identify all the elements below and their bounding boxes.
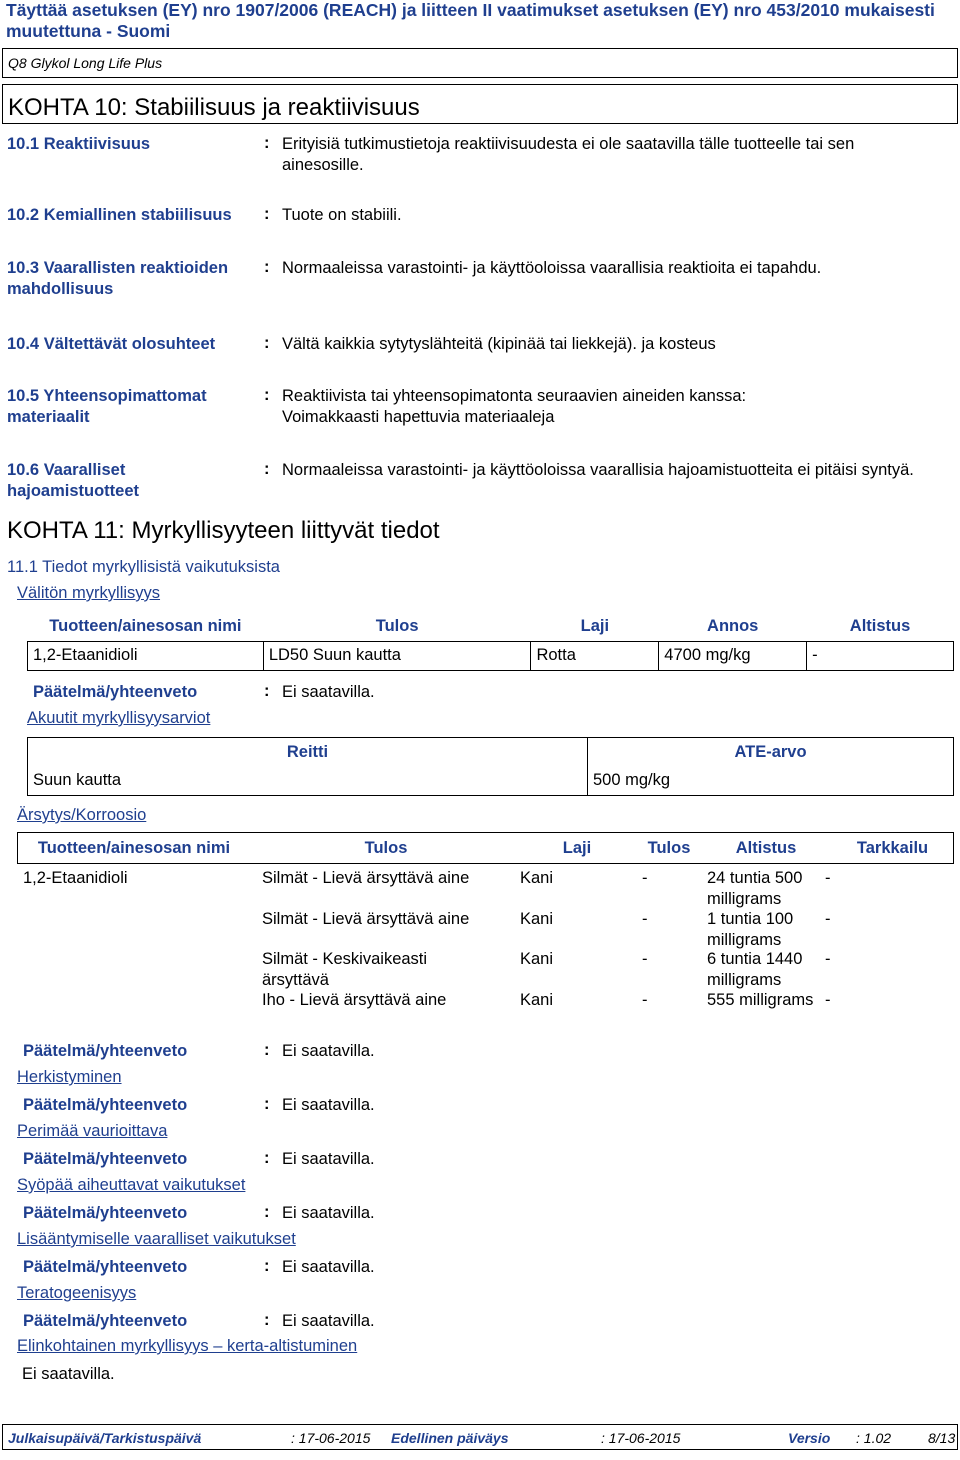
colon: : xyxy=(264,1257,270,1275)
colon: : xyxy=(264,1041,270,1059)
item-10-1-label: 10.1 Reaktiivisuus xyxy=(7,135,151,153)
table-cell: - xyxy=(642,950,648,968)
table-cell: LD50 Suun kautta xyxy=(263,641,531,670)
conclusion-text: Ei saatavilla. xyxy=(282,1042,375,1060)
acute-toxicity-table xyxy=(27,612,954,671)
col-header: Tarkkailu xyxy=(856,839,929,857)
item-10-4-label: 10.4 Vältettävät olosuhteet xyxy=(7,335,216,353)
col-header: Annos xyxy=(707,616,759,635)
table-cell: 1,2-Etaanidioli xyxy=(28,641,264,670)
irritation-substance: 1,2-Etaanidioli xyxy=(23,869,128,887)
conclusion-label: Päätelmä/yhteenveto xyxy=(23,1258,188,1276)
col-header: Tuotteen/ainesosan nimi xyxy=(37,839,231,857)
colon: : xyxy=(264,258,270,276)
conclusion-label: Päätelmä/yhteenveto xyxy=(23,1096,188,1114)
footer-page-number: 8/13 xyxy=(928,1430,956,1446)
table-cell: Silmät - Keskivaikeasti ärsyttävä xyxy=(262,950,428,989)
conclusion-text: Ei saatavilla. xyxy=(282,1258,375,1276)
table-cell: - xyxy=(642,991,648,1009)
ate-table xyxy=(27,737,954,796)
footer-date-label: Julkaisupäivä/Tarkistuspäivä xyxy=(8,1430,202,1446)
col-header: Laji xyxy=(580,616,610,635)
ate-heading: Akuutit myrkyllisyysarviot xyxy=(27,709,211,727)
col-header: Altistus xyxy=(735,839,797,857)
footer-prev-value: : 17-06-2015 xyxy=(601,1430,681,1446)
table-row xyxy=(28,641,954,670)
col-header: Tulos xyxy=(375,616,419,635)
conclusion-text: Ei saatavilla. xyxy=(282,683,375,701)
colon: : xyxy=(264,1095,270,1113)
table-cell: 4700 mg/kg xyxy=(659,641,807,670)
irritation-heading: Ärsytys/Korroosio xyxy=(17,806,147,824)
conclusion-label: Päätelmä/yhteenveto xyxy=(23,1042,188,1060)
table-cell: - xyxy=(642,869,648,887)
item-10-5-label: 10.5 Yhteensopimattomat materiaalit xyxy=(7,387,207,426)
table-cell: Kani xyxy=(520,910,554,928)
col-header: Tulos xyxy=(647,839,691,857)
section-10-title: KOHTA 10: Stabiilisuus ja reaktiivisuus xyxy=(8,94,420,121)
colon: : xyxy=(264,460,270,478)
conclusion-label: Päätelmä/yhteenveto xyxy=(33,683,198,701)
col-header: Altistus xyxy=(849,616,911,635)
item-10-3-label: 10.3 Vaarallisten reaktioiden mahdollisuus xyxy=(7,259,229,298)
table-cell: Kani xyxy=(520,950,554,968)
col-header: Tuotteen/ainesosan nimi xyxy=(49,616,242,635)
conclusion-text: Ei saatavilla. xyxy=(282,1312,375,1330)
col-header: Reitti xyxy=(28,738,588,767)
item-10-5-text: Reaktiivista tai yhteensopimatonta seuraavien aineiden kanssa: Voimakkaasti hapettuvia materiaaleja xyxy=(282,387,747,426)
sensitisation-heading: Herkistyminen xyxy=(17,1068,122,1086)
teratogenicity-heading: Teratogeenisyys xyxy=(17,1284,137,1302)
mutagenicity-heading: Perimää vaurioittava xyxy=(17,1122,168,1140)
table-cell: Rotta xyxy=(531,641,659,670)
table-cell: 6 tuntia 1440 milligrams xyxy=(707,950,803,989)
conclusion-text: Ei saatavilla. xyxy=(282,1096,375,1114)
footer-prev-label: Edellinen päiväys xyxy=(391,1430,509,1446)
col-header: Laji xyxy=(562,839,592,857)
colon: : xyxy=(264,134,270,152)
section-11-title: KOHTA 11: Myrkyllisyyteen liittyvät tiedot xyxy=(7,517,440,544)
stot-single-text: Ei saatavilla. xyxy=(22,1365,115,1383)
carcinogenicity-heading: Syöpää aiheuttavat vaikutukset xyxy=(17,1176,246,1194)
table-cell: - xyxy=(642,910,648,928)
table-cell: Iho - Lievä ärsyttävä aine xyxy=(262,991,447,1009)
item-10-1-text: Erityisiä tutkimustietoja reaktiivisuudesta ei ole saatavilla tälle tuotteelle tai sen ainesosille. xyxy=(282,135,855,174)
item-10-6-text: Normaaleissa varastointi- ja käyttöoloissa vaarallisia hajoamistuotteita ei pitäisi syntyä. xyxy=(282,461,914,479)
table-cell: - xyxy=(825,950,831,968)
table-cell: 555 milligrams xyxy=(707,991,814,1009)
colon: : xyxy=(264,386,270,404)
conclusion-label: Päätelmä/yhteenveto xyxy=(23,1312,188,1330)
table-cell: 24 tuntia 500 milligrams xyxy=(707,869,803,908)
footer-version-value: : 1.02 xyxy=(856,1430,892,1446)
footer-version-label: Versio xyxy=(788,1430,831,1446)
table-cell: Kani xyxy=(520,869,554,887)
table-cell: Suun kautta xyxy=(28,767,588,796)
section-11-1-subtitle: 11.1 Tiedot myrkyllisistä vaikutuksista xyxy=(7,558,280,576)
table-cell: 500 mg/kg xyxy=(588,767,954,796)
table-cell: - xyxy=(825,991,831,1009)
table-cell: Silmät - Lievä ärsyttävä aine xyxy=(262,910,470,928)
document-footer xyxy=(2,1424,958,1450)
table-cell: Kani xyxy=(520,991,554,1009)
product-name: Q8 Glykol Long Life Plus xyxy=(2,48,958,78)
colon: : xyxy=(264,1149,270,1167)
conclusion-label: Päätelmä/yhteenveto xyxy=(23,1150,188,1168)
item-10-6-label: 10.6 Vaaralliset hajoamistuotteet xyxy=(7,461,140,500)
col-header: Tulos xyxy=(364,839,408,857)
table-cell: 1 tuntia 100 milligrams xyxy=(707,910,794,949)
item-10-3-text: Normaaleissa varastointi- ja käyttöoloissa vaarallisia reaktioita ei tapahdu. xyxy=(282,259,822,277)
colon: : xyxy=(264,205,270,223)
document-header-title: Täyttää asetuksen (EY) nro 1907/2006 (REACH) ja liitteen II vaatimukset asetuksen (EY) nro 453/2010 mukaisesti muutettuna - Suomi xyxy=(6,0,935,41)
colon: : xyxy=(264,1203,270,1221)
table-cell: - xyxy=(825,869,831,887)
table-row xyxy=(28,767,954,796)
item-10-4-text: Vältä kaikkia sytytyslähteitä (kipinää tai liekkejä). ja kosteus xyxy=(282,335,716,353)
col-header: ATE-arvo xyxy=(588,738,954,767)
colon: : xyxy=(264,334,270,352)
item-10-2-label: 10.2 Kemiallinen stabiilisuus xyxy=(7,206,232,224)
irritation-header-row xyxy=(17,832,954,864)
reproductive-toxicity-heading: Lisääntymiselle vaaralliset vaikutukset xyxy=(17,1230,296,1248)
footer-date-value: : 17-06-2015 xyxy=(291,1430,371,1446)
colon: : xyxy=(264,682,270,700)
table-cell: Silmät - Lievä ärsyttävä aine xyxy=(262,869,470,887)
conclusion-text: Ei saatavilla. xyxy=(282,1204,375,1222)
conclusion-label: Päätelmä/yhteenveto xyxy=(23,1204,188,1222)
item-10-2-text: Tuote on stabiili. xyxy=(282,206,402,224)
stot-single-heading: Elinkohtainen myrkyllisyys – kerta-altistuminen xyxy=(17,1337,358,1355)
table-cell: - xyxy=(807,641,954,670)
table-cell: - xyxy=(825,910,831,928)
acute-toxicity-heading: Välitön myrkyllisyys xyxy=(17,584,161,602)
conclusion-text: Ei saatavilla. xyxy=(282,1150,375,1168)
colon: : xyxy=(264,1311,270,1329)
